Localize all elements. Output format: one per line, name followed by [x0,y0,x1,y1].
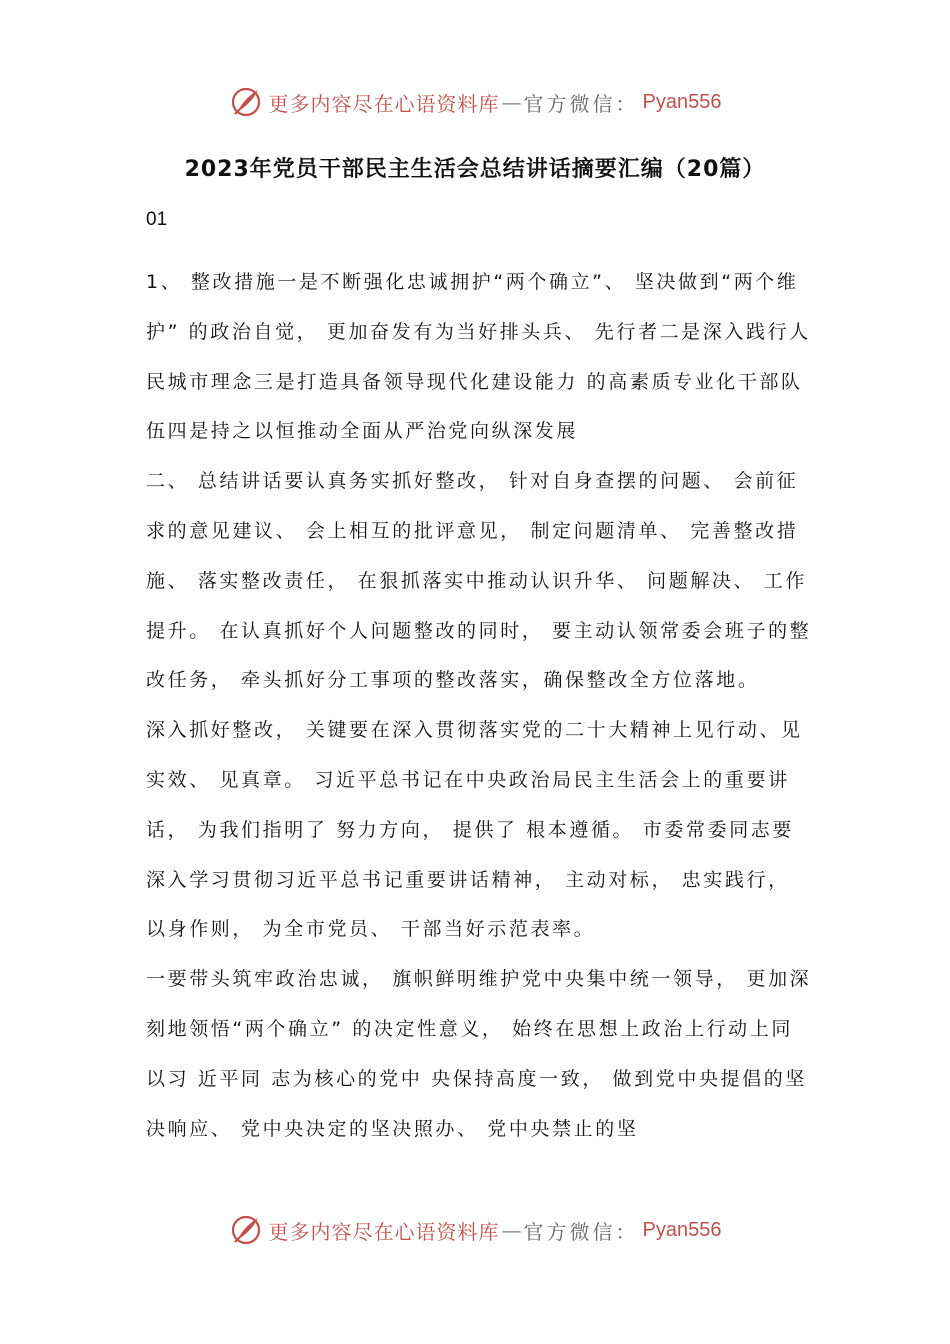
watermark-wechat-label: 官方微信： [523,91,639,116]
quill-logo-icon [229,1213,263,1247]
watermark-text: 更多内容尽在心语资料库 [268,91,500,116]
quill-logo-icon [229,85,263,119]
section-number: 01 [146,209,168,230]
document-body [146,208,812,1154]
paragraph: 二、 总结讲话要认真务实抓好整改， 针对自身查摆的问题、 会前征求的意见建议、 会上相互的批评意见， 制定问题清单、 完善整改措施、 落实整改责任， 在狠抓落实中推动认识升华、 问题解决、 工作提升。 在认真抓好个人问题整改的同时， 要主动认领常委会班子的整改任务， 牵头抓好分工事项的整改落实，确保整改全方位落地。 [146,470,812,692]
watermark-footer [0,1210,950,1250]
watermark-header [0,82,950,122]
watermark-separator: — [501,1218,522,1242]
watermark-separator: — [501,90,522,114]
paragraph: 1、 整改措施一是不断强化忠诚拥护“两个确立”、 坚决做到“两个维护” 的政治自觉， 更加奋发有为当好排头兵、 先行者二是深入践行人民城市理念三是打造具备领导现代化建设能力 的高素质专业化干部队伍四是持之以恒推动全面从严治党向纵深发展 [146,271,811,443]
paragraph: 一要带头筑牢政治忠诚， 旗帜鲜明维护党中央集中统一领导， 更加深刻地领悟“两个确立” 的决定性意义， 始终在思想上政治上行动上同 以习 近平同 志为核心的党中 央保持高度一致， 做到党中央提倡的坚决响应、 党中央决定的坚决照办、 党中央禁止的坚 [146,968,812,1140]
watermark-wechat-id: Pyan556 [642,1218,722,1241]
paragraph: 深入抓好整改， 关键要在深入贯彻落实党的二十大精神上见行动、见实效、 见真章。 习近平总书记在中央政治局民主生活会上的重要讲话， 为我们指明了 努力方向， 提供了 根本遵循。 市委常委同志要深入学习贯彻习近平总书记重要讲话精神， 主动对标， 忠实践行， 以身作则， 为全市党员、 干部当好示范表率。 [146,719,803,941]
watermark-wechat-id: Pyan556 [642,90,722,113]
document-title: 2023年党员干部民主生活会总结讲话摘要汇编（20篇） [184,157,766,182]
watermark-wechat-label: 官方微信： [523,1219,639,1244]
watermark-text: 更多内容尽在心语资料库 [268,1219,500,1244]
